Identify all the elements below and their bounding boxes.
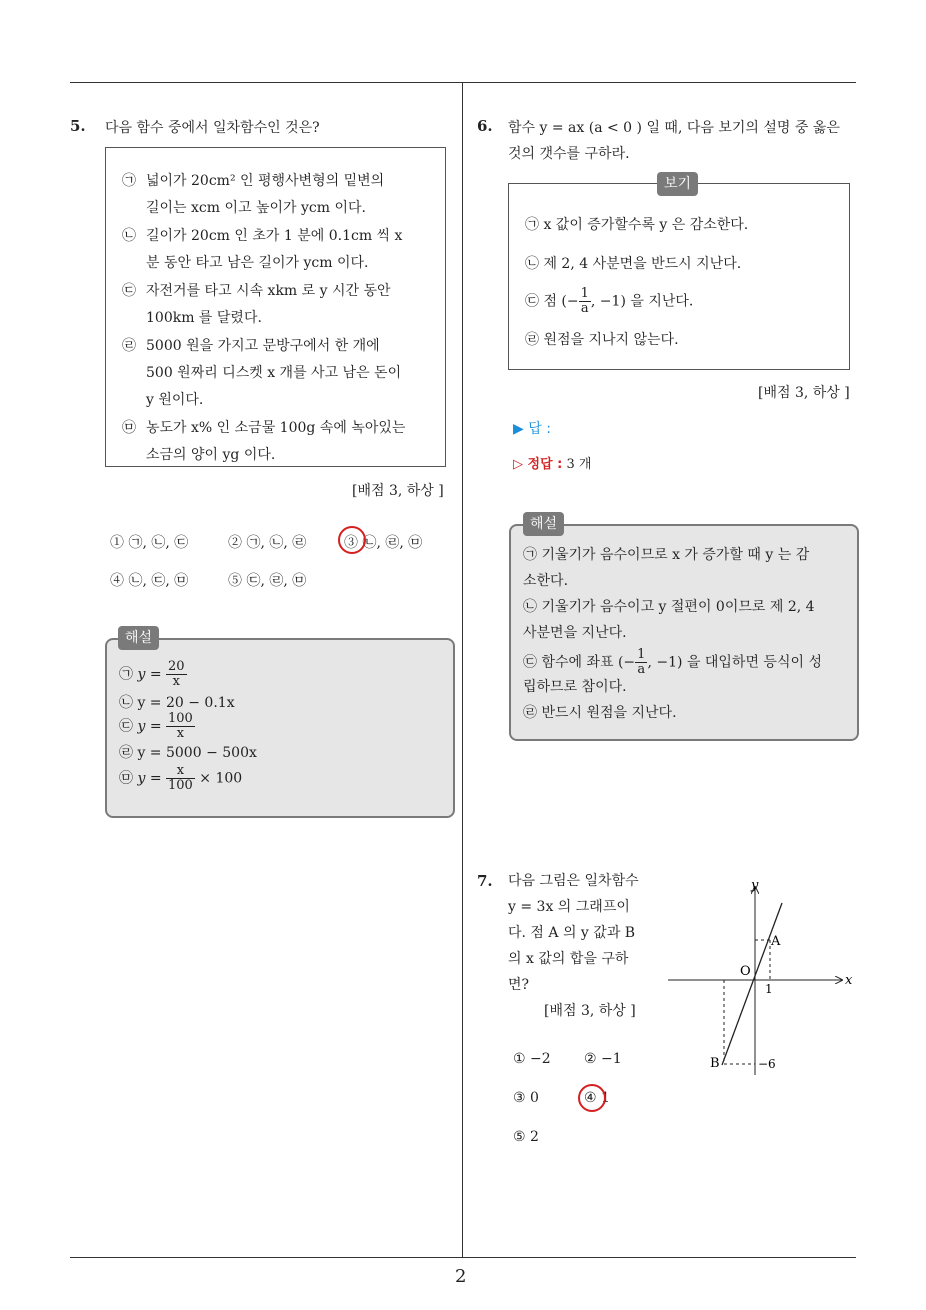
q6-question-line1: 함수 y = ax (a < 0 ) 일 때, 다음 보기의 설명 중 옳은 <box>508 120 840 136</box>
q5-sol-line-5: ㉤ y = $\frac{x}{100}$ × 100 <box>119 763 243 793</box>
q6-correct-value: 3 개 <box>566 457 592 472</box>
q6-correct-label: ▷ 정답 : <box>513 457 563 472</box>
q6-score: [배점 3, 하상 ] <box>758 385 850 401</box>
q5-solution-box <box>105 638 455 818</box>
bottom-rule <box>70 1257 856 1258</box>
point-a-label: A <box>771 934 781 949</box>
q5-item-4 <box>122 333 401 414</box>
q6-answer-label: ▶ 답 : <box>513 421 551 437</box>
y-axis-label: y <box>751 878 759 893</box>
q7-choice-3[interactable]: ③ 0 <box>513 1090 539 1106</box>
q6-item-4: ㉣ 원점을 지나지 않는다. <box>525 332 679 348</box>
q7-line-5: 면? <box>508 977 530 993</box>
q5-item-4-line3: y 원이다. <box>146 392 204 408</box>
q5-sol-line-3: ㉢ y = $\frac{100}{x}$ <box>119 711 193 741</box>
q5-item-1-line2: 길이는 xcm 이고 높이가 ycm 이다. <box>146 200 366 216</box>
q7-line-1: 다음 그림은 일차함수 <box>508 873 639 889</box>
q5-item-3-line2: 100km 를 달렸다. <box>146 310 262 326</box>
origin-label: O <box>740 964 751 979</box>
q5-item-5 <box>122 415 405 469</box>
q6-bogi-label: 보기 <box>657 172 698 196</box>
q6-solution-tag: 해설 <box>523 512 564 536</box>
q5-item-5-line2: 소금의 양이 yg 이다. <box>146 447 276 463</box>
q6-sol-line-1: ㉠ 기울기가 음수이므로 x 가 증가할 때 y 는 감 <box>523 547 810 563</box>
q5-sol-line-2: ㉡ y = 20 − 0.1x <box>119 695 235 711</box>
q6-correct-answer <box>513 453 591 472</box>
q5-choice-1[interactable]: ① ㉠, ㉡, ㉢ <box>110 535 189 551</box>
q5-item-3-line1: 자전거를 타고 시속 xkm 로 y 시간 동안 <box>146 283 391 299</box>
q6-question-line2: 것의 갯수를 구하라. <box>508 146 630 162</box>
q5-item-5-marker: ㉤ <box>122 420 136 436</box>
column-divider <box>462 82 463 1258</box>
q5-choice-5[interactable]: ⑤ ㉢, ㉣, ㉤ <box>228 573 307 589</box>
q5-item-2-line1: 길이가 20cm 인 초가 1 분에 0.1cm 씩 x <box>146 228 403 244</box>
tick-1-label: 1 <box>765 982 773 996</box>
x-axis-label: x <box>845 973 853 988</box>
q7-score: [배점 3, 하상 ] <box>544 1003 636 1019</box>
q7-graph <box>660 875 860 1085</box>
q5-item-1-marker: ㉠ <box>122 173 136 189</box>
q7-choice-1[interactable]: ① −2 <box>513 1051 551 1067</box>
q5-items-box <box>105 147 446 467</box>
q6-item-2: ㉡ 제 2, 4 사분면을 반드시 지난다. <box>525 256 742 272</box>
q5-score: [배점 3, 하상 ] <box>352 483 444 499</box>
q5-item-3 <box>122 278 391 332</box>
q6-sol-line-4: 사분면을 지난다. <box>523 625 627 641</box>
q5-item-4-line1: 5000 원을 가지고 문방구에서 한 개에 <box>146 338 380 354</box>
q5-item-2-line2: 분 동안 타고 남은 길이가 ycm 이다. <box>146 255 369 271</box>
q5-item-5-line1: 농도가 x% 인 소금물 100g 속에 녹아있는 <box>146 420 406 436</box>
q6-sol-line-6: 립하므로 참이다. <box>523 679 627 695</box>
tick-neg6-label: −6 <box>758 1057 776 1071</box>
q7-choice-5[interactable]: ⑤ 2 <box>513 1129 539 1145</box>
q5-answer-mark-circle <box>338 526 366 554</box>
q7-question <box>508 868 653 998</box>
q7-line-2: y = 3x 의 그래프이 <box>508 899 630 915</box>
q5-sol-line-1: ㉠ y = $\frac{20}{x}$ <box>119 659 185 689</box>
q5-item-2 <box>122 223 402 277</box>
q5-number: 5. <box>70 117 86 135</box>
q5-choice-4[interactable]: ④ ㉡, ㉢, ㉤ <box>110 573 189 589</box>
page-number: 2 <box>455 1266 467 1287</box>
q6-sol-line-5: ㉢ 함수에 좌표 (− $\frac{1}{a}$ , −1) 을 대입하면 등식이 성 <box>523 647 822 677</box>
q5-item-2-marker: ㉡ <box>122 228 136 244</box>
function-line <box>722 903 782 1065</box>
q5-question: 다음 함수 중에서 일차함수인 것은? <box>105 120 320 136</box>
q5-solution-tag: 해설 <box>118 626 159 650</box>
q6-number: 6. <box>477 117 493 135</box>
point-b-label: B <box>710 1056 720 1071</box>
q5-item-3-marker: ㉢ <box>122 283 136 299</box>
q6-sol-line-3: ㉡ 기울기가 음수이고 y 절편이 0이므로 제 2, 4 <box>523 599 815 615</box>
q6-solution-box <box>509 524 859 741</box>
q7-choice-2[interactable]: ② −1 <box>584 1051 622 1067</box>
q5-sol-line-4: ㉣ y = 5000 − 500x <box>119 745 257 761</box>
q6-item-1: ㉠ x 값이 증가할수록 y 은 감소한다. <box>525 217 749 233</box>
q7-line-4: 의 x 값의 합을 구하 <box>508 951 629 967</box>
q6-item-3: ㉢ 점 (− $\frac{1}{a}$ , −1) 을 지난다. <box>525 286 694 316</box>
q7-number: 7. <box>477 872 493 890</box>
q5-choice-2[interactable]: ② ㉠, ㉡, ㉣ <box>228 535 307 551</box>
q5-item-4-marker: ㉣ <box>122 338 136 354</box>
top-rule <box>70 82 856 83</box>
q5-choice-3[interactable]: ③ ㉡, ㉣, ㉤ <box>344 535 423 551</box>
q5-item-1-line1: 넓이가 20cm² 인 평행사변형의 밑변의 <box>146 173 385 189</box>
q6-sol-line-7: ㉣ 반드시 원점을 지난다. <box>523 705 677 721</box>
q6-sol-line-2: 소한다. <box>523 573 569 589</box>
q7-choice-4[interactable]: ④ 1 <box>584 1090 610 1106</box>
q7-answer-mark-circle <box>578 1084 606 1112</box>
q7-line-3: 다. 점 A 의 y 값과 B <box>508 925 636 941</box>
q5-item-4-line2: 500 원짜리 디스켓 x 개를 사고 남은 돈이 <box>146 365 402 381</box>
q6-bogi-box <box>508 183 850 370</box>
q5-item-1 <box>122 168 384 222</box>
